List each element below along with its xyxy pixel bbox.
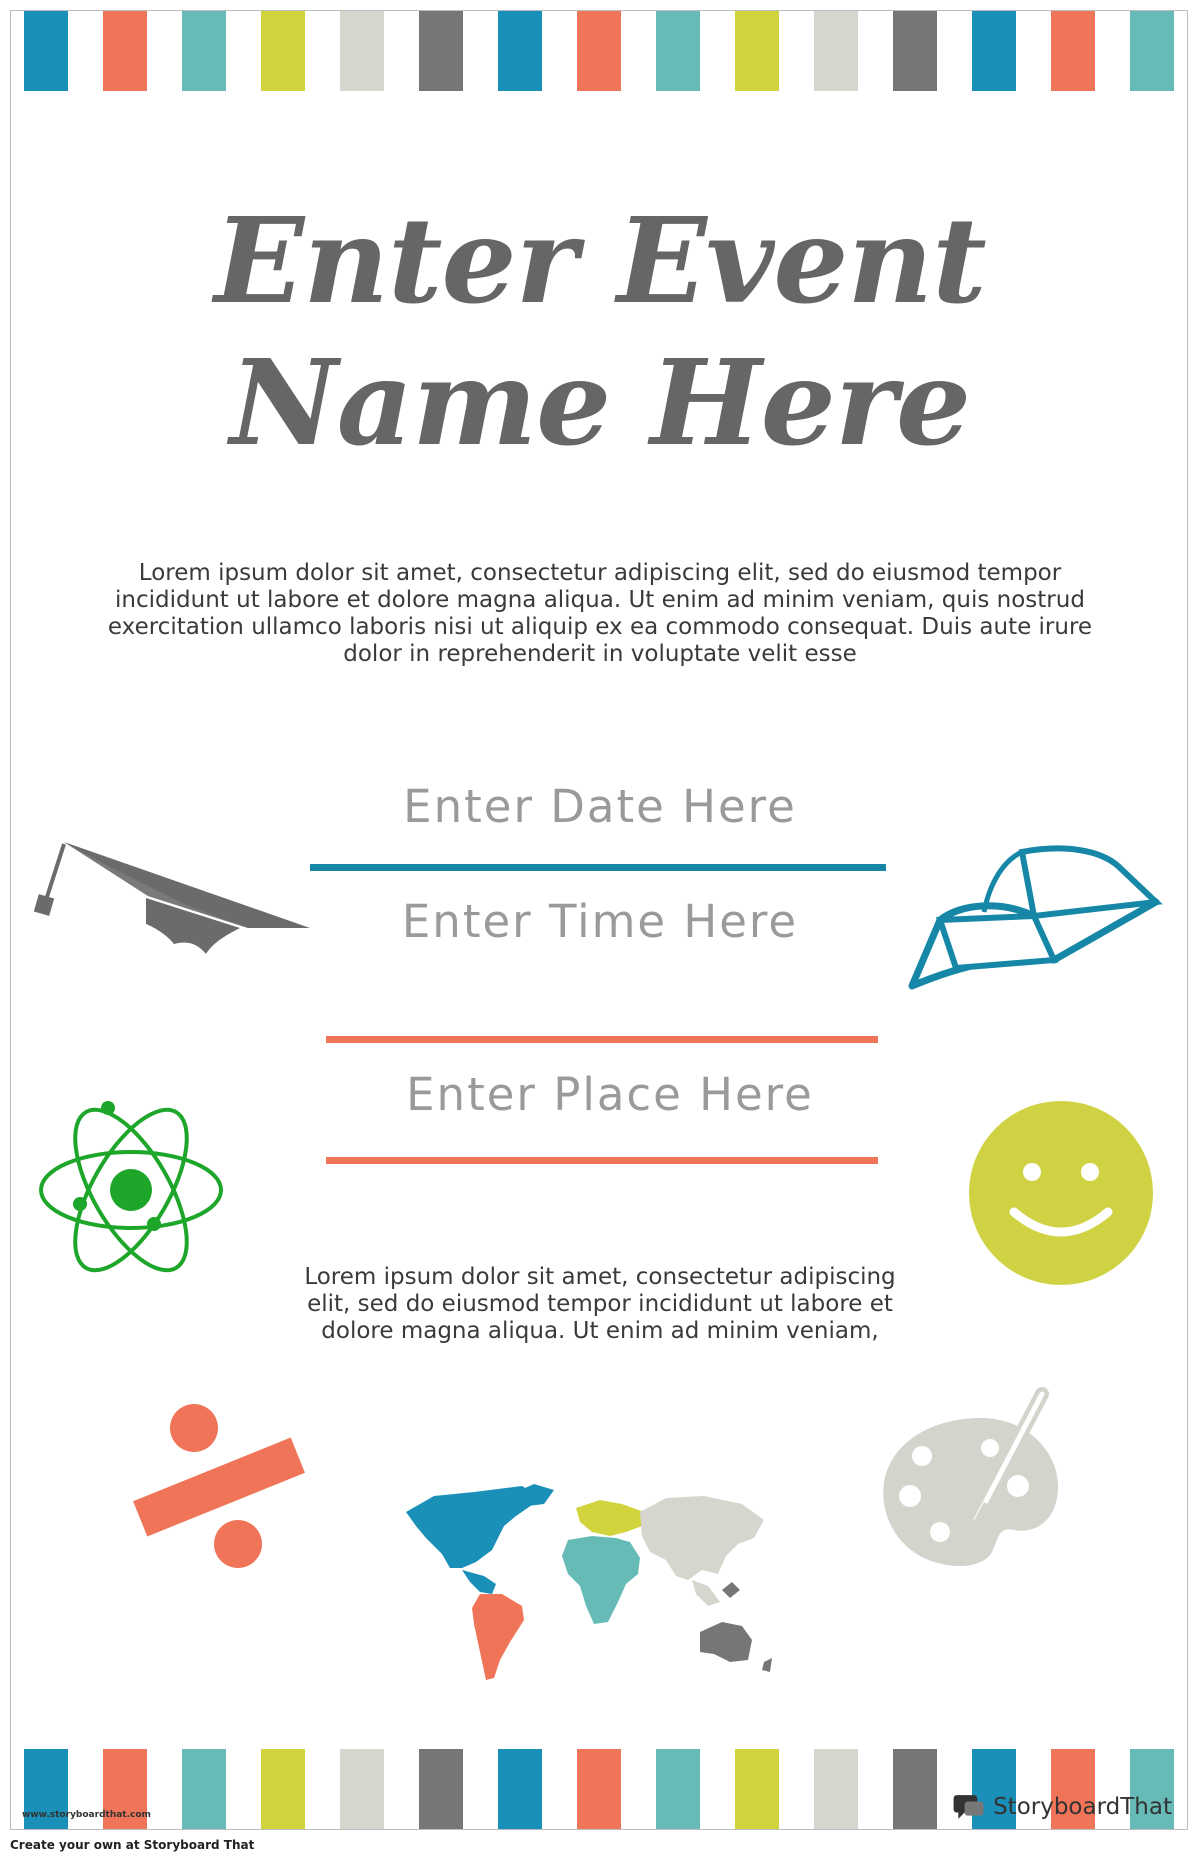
stripe-bar xyxy=(577,11,621,91)
stripe-bar xyxy=(577,1749,621,1829)
stripe-bar xyxy=(814,11,858,91)
stripe-bar xyxy=(340,11,384,91)
brand-name: StoryboardThat xyxy=(993,1794,1172,1820)
divider-orange-top xyxy=(326,1036,878,1043)
stripe-bar xyxy=(182,11,226,91)
stripe-bar xyxy=(182,1749,226,1829)
place-field[interactable]: Enter Place Here xyxy=(406,1068,814,1121)
stripe-bar xyxy=(261,1749,305,1829)
stripe-bar xyxy=(814,1749,858,1829)
stripe-bar xyxy=(24,11,68,91)
percent-icon xyxy=(130,1398,310,1570)
storyboardthat-logo xyxy=(952,1786,1172,1828)
top-stripe-border xyxy=(24,11,1176,91)
atom-icon xyxy=(36,1084,226,1296)
details-paragraph[interactable]: Lorem ipsum dolor sit amet, consectetur adipiscing elit, sed do eiusmod tempor incididunt ut labore et dolore magna aliqua. Ut enim ad minim veniam, xyxy=(304,1264,896,1344)
stripe-bar xyxy=(498,11,542,91)
chat-bubble-icon xyxy=(952,1790,985,1824)
stripe-bar xyxy=(1130,11,1174,91)
stripe-bar xyxy=(972,11,1016,91)
stripe-bar xyxy=(656,11,700,91)
stripe-bar xyxy=(893,1749,937,1829)
create-your-own-link[interactable]: Create your own at Storyboard That xyxy=(10,1838,255,1852)
stripe-bar xyxy=(498,1749,542,1829)
date-field[interactable]: Enter Date Here xyxy=(403,780,797,833)
watermark-url: www.storyboardthat.com xyxy=(22,1810,151,1820)
stripe-bar xyxy=(735,11,779,91)
graduation-cap-icon xyxy=(28,836,314,956)
smiley-face-icon xyxy=(968,1100,1154,1286)
stripe-bar xyxy=(103,11,147,91)
event-title[interactable]: Enter Event Name Here xyxy=(214,191,986,472)
world-map-icon xyxy=(404,1482,796,1688)
intro-paragraph[interactable]: Lorem ipsum dolor sit amet, consectetur adipiscing elit, sed do eiusmod tempor incididunt ut labore et dolore magna aliqua. Ut enim ad minim veniam, quis nostrud exercitation ullamco laboris nisi ut aliquip ex ea commodo consequat. Duis aute irure dolor in reprehenderit in voluptate velit esse xyxy=(107,560,1093,667)
divider-blue xyxy=(310,864,886,871)
stripe-bar xyxy=(261,11,305,91)
stripe-bar xyxy=(656,1749,700,1829)
divider-orange-bottom xyxy=(326,1157,878,1164)
time-field[interactable]: Enter Time Here xyxy=(401,895,799,948)
stripe-bar xyxy=(735,1749,779,1829)
stripe-bar xyxy=(419,1749,463,1829)
stripe-bar xyxy=(340,1749,384,1829)
open-book-icon xyxy=(904,836,1170,996)
stripe-bar xyxy=(1051,11,1095,91)
paint-palette-icon xyxy=(878,1384,1064,1570)
stripe-bar xyxy=(893,11,937,91)
stripe-bar xyxy=(419,11,463,91)
